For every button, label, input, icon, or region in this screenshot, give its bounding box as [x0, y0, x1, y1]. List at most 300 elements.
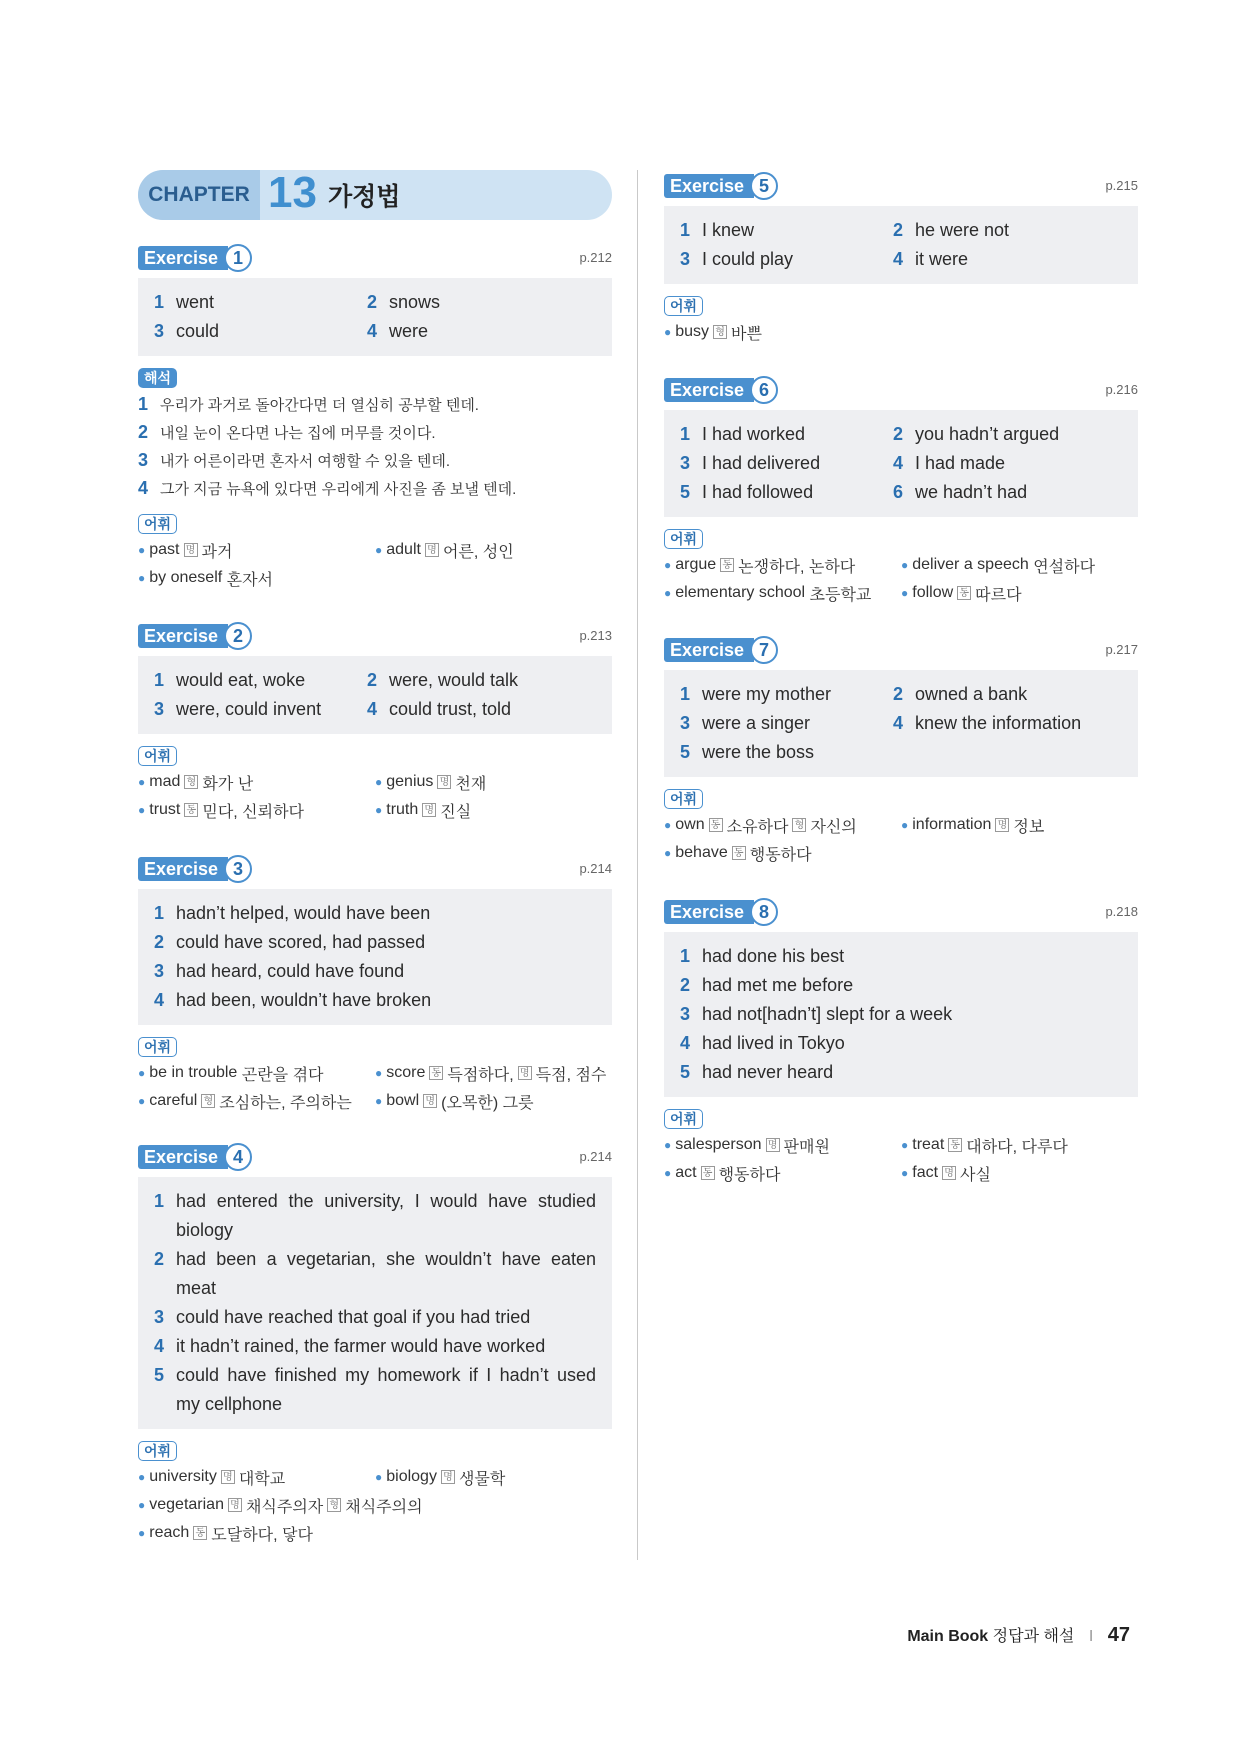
- item-number: 5: [154, 1365, 165, 1385]
- page-reference: p.214: [579, 1149, 612, 1164]
- item-text: 곤란을 겪다: [241, 1066, 324, 1084]
- item-text: I had followed: [702, 482, 814, 502]
- item-text: biology: [386, 1468, 437, 1485]
- answer-box: [138, 278, 612, 356]
- item-text: behave: [675, 844, 728, 861]
- part-of-speech-badge: 동: [193, 1526, 207, 1540]
- vocab-item: [901, 1134, 1068, 1157]
- item-text: had lived in Tokyo: [702, 1033, 845, 1053]
- bullet-icon: ●: [901, 1138, 909, 1152]
- vocab-item: [375, 1090, 534, 1113]
- answer-row: [680, 971, 1122, 1000]
- item-text: I had made: [915, 453, 1006, 473]
- item-text: I could play: [702, 249, 794, 269]
- vocab-item: [138, 567, 375, 590]
- item-number: 1: [680, 424, 691, 444]
- item-text: score: [386, 1064, 426, 1081]
- answer-box: [138, 656, 612, 734]
- vocab-item: [664, 842, 901, 865]
- item-text: could have finished my homework if I hadn’t used my cellphone: [176, 1365, 596, 1414]
- part-of-speech-badge: 형: [327, 1498, 341, 1512]
- bullet-icon: ●: [664, 818, 672, 832]
- vocab-item: [664, 321, 901, 344]
- bullet-icon: ●: [664, 586, 672, 600]
- item-number: 3: [680, 1004, 691, 1024]
- vocab-item: [901, 1162, 991, 1185]
- answer-row: [154, 1245, 596, 1303]
- part-of-speech-badge: 명: [184, 543, 198, 557]
- item-text: it hadn’t rained, the farmer would have worked: [176, 1336, 546, 1356]
- answer-row: [154, 288, 596, 317]
- item-text: 득점하다,: [447, 1066, 514, 1084]
- item-text: 천재: [455, 775, 487, 793]
- page-reference: p.215: [1105, 178, 1138, 193]
- answer-box: [664, 670, 1138, 777]
- vocab-row: [138, 796, 612, 824]
- exercise-7: [664, 636, 1138, 867]
- item-number: 2: [893, 684, 904, 704]
- item-text: reach: [149, 1524, 190, 1541]
- item-number: 1: [680, 684, 691, 704]
- item-number: 3: [138, 449, 149, 470]
- item-number: 3: [154, 699, 165, 719]
- item-text: salesperson: [675, 1136, 762, 1153]
- part-of-speech-badge: 동: [709, 818, 723, 832]
- vocab-item: [375, 1062, 606, 1085]
- item-text: were, could invent: [176, 699, 322, 719]
- item-number: 3: [154, 961, 165, 981]
- item-number: 4: [680, 1033, 691, 1053]
- item-text: argue: [675, 556, 717, 573]
- item-text: information: [912, 816, 992, 833]
- chapter-number: 13: [268, 168, 317, 217]
- vocab-item: [664, 1162, 901, 1185]
- item-number: 2: [893, 424, 904, 444]
- answer-text: snows: [389, 292, 441, 312]
- answer-row: [154, 986, 596, 1015]
- chapter-label: CHAPTER: [138, 170, 260, 220]
- answer-row: [680, 738, 1122, 767]
- part-of-speech-badge: 명: [423, 1094, 437, 1108]
- item-number: 2: [893, 220, 904, 240]
- item-text: 채식주의자: [245, 1498, 324, 1516]
- item-text: be in trouble: [149, 1064, 238, 1081]
- vocab-item: [138, 771, 375, 794]
- answer-box: [138, 889, 612, 1025]
- part-of-speech-badge: 동: [720, 558, 734, 572]
- exercise-4: [138, 1143, 612, 1547]
- item-text: (오목한) 그릇: [441, 1094, 534, 1112]
- item-text: 생물학: [458, 1470, 506, 1488]
- item-text: had been, wouldn’t have broken: [176, 990, 432, 1010]
- item-text: 연설하다: [1033, 558, 1096, 576]
- item-text: we hadn’t had: [915, 482, 1028, 502]
- exercise-label: Exercise: [138, 246, 228, 270]
- item-number: 1: [680, 220, 691, 240]
- item-number: 3: [680, 249, 691, 269]
- bullet-icon: ●: [375, 1066, 383, 1080]
- answer-row: [680, 478, 1122, 507]
- item-text: 소유하다: [726, 818, 789, 836]
- vocab-item: [375, 799, 471, 822]
- item-text: owned a bank: [915, 684, 1028, 704]
- part-of-speech-badge: 명: [995, 818, 1009, 832]
- page-reference: p.213: [579, 628, 612, 643]
- vocab-item: [901, 814, 1044, 837]
- item-text: had done his best: [702, 946, 845, 966]
- item-text: 도달하다, 닿다: [211, 1526, 313, 1544]
- bullet-icon: ●: [138, 1470, 146, 1484]
- page-reference: p.212: [579, 250, 612, 265]
- answer-number: 2: [367, 292, 378, 312]
- translation-row: [138, 390, 612, 418]
- part-of-speech-badge: 명: [228, 1498, 242, 1512]
- item-text: careful: [149, 1092, 198, 1109]
- answer-box: [138, 1177, 612, 1429]
- item-text: 조심하는, 주의하는: [219, 1094, 352, 1112]
- item-number: 5: [680, 1062, 691, 1082]
- bullet-icon: ●: [138, 571, 146, 585]
- vocab-tag: 어휘: [664, 789, 703, 809]
- exercise-header: [138, 622, 612, 650]
- item-number: 4: [893, 249, 904, 269]
- vocab-item: [664, 582, 901, 605]
- answer-box: [664, 206, 1138, 284]
- bullet-icon: ●: [138, 1066, 146, 1080]
- exercise-label: Exercise: [664, 174, 754, 198]
- item-text: 득점, 점수: [535, 1066, 607, 1084]
- answer-row: [154, 666, 596, 695]
- vocab-row: [138, 1463, 612, 1491]
- answer-row: [680, 216, 1122, 245]
- item-text: 판매원: [783, 1138, 830, 1156]
- item-text: had not[hadn’t] slept for a week: [702, 1004, 953, 1024]
- bullet-icon: ●: [138, 1526, 146, 1540]
- item-text: 행동하다: [718, 1166, 781, 1184]
- vocab-row: [138, 768, 612, 796]
- part-of-speech-badge: 명: [422, 803, 436, 817]
- answer-number: 1: [154, 292, 165, 312]
- item-number: 5: [680, 742, 691, 762]
- item-number: 1: [138, 393, 149, 414]
- item-text: had been a vegetarian, she wouldn’t have eaten meat: [176, 1249, 596, 1298]
- exercise-2: [138, 622, 612, 824]
- item-text: truth: [386, 801, 419, 818]
- answer-box: [664, 932, 1138, 1097]
- exercise-header: [664, 898, 1138, 926]
- item-text: 초등학교: [809, 586, 872, 604]
- item-text: past: [149, 541, 180, 558]
- item-text: vegetarian: [149, 1496, 224, 1513]
- exercise-label: Exercise: [664, 378, 754, 402]
- item-text: you hadn’t argued: [915, 424, 1060, 444]
- item-text: would eat, woke: [176, 670, 306, 690]
- exercise-header: [138, 244, 612, 272]
- item-number: 4: [367, 699, 378, 719]
- item-text: fact: [912, 1164, 939, 1181]
- part-of-speech-badge: 동: [701, 1166, 715, 1180]
- footer-subtitle: 정답과 해설: [992, 1628, 1075, 1645]
- bullet-icon: ●: [138, 775, 146, 789]
- part-of-speech-badge: 형: [792, 818, 806, 832]
- exercise-number: 3: [224, 855, 252, 883]
- answer-text: went: [176, 292, 215, 312]
- exercise-header: [664, 376, 1138, 404]
- item-text: it were: [915, 249, 969, 269]
- item-text: follow: [912, 584, 954, 601]
- item-text: trust: [149, 801, 181, 818]
- vocab-item: [375, 771, 486, 794]
- item-number: 4: [154, 1336, 165, 1356]
- part-of-speech-badge: 명: [441, 1470, 455, 1484]
- item-text: genius: [386, 773, 434, 790]
- translation-tag: 해석: [138, 368, 177, 388]
- vocab-item: [138, 799, 375, 822]
- bullet-icon: ●: [664, 846, 672, 860]
- footer-brand: Main Book: [907, 1628, 989, 1645]
- item-number: 2: [154, 932, 165, 952]
- bullet-icon: ●: [901, 558, 909, 572]
- part-of-speech-badge: 명: [942, 1166, 956, 1180]
- vocab-tag: 어휘: [664, 296, 703, 316]
- item-text: I knew: [702, 220, 755, 240]
- bullet-icon: ●: [664, 325, 672, 339]
- vocab-row: [664, 1159, 1138, 1187]
- item-text: he were not: [915, 220, 1010, 240]
- item-text: were, would talk: [389, 670, 519, 690]
- part-of-speech-badge: 형: [713, 325, 727, 339]
- part-of-speech-badge: 형: [184, 775, 198, 789]
- page-reference: p.214: [579, 861, 612, 876]
- item-text: had entered the university, I would have studied biology: [176, 1191, 596, 1240]
- exercise-number: 8: [750, 898, 778, 926]
- answer-row: [680, 1058, 1122, 1087]
- vocab-row: [138, 1059, 612, 1087]
- answer-box: [664, 410, 1138, 517]
- vocab-item: [138, 1522, 313, 1545]
- part-of-speech-badge: 동: [429, 1066, 443, 1080]
- exercise-header: [138, 1143, 612, 1171]
- item-number: 5: [680, 482, 691, 502]
- item-number: 4: [893, 453, 904, 473]
- bullet-icon: ●: [375, 1470, 383, 1484]
- exercise-8: [664, 898, 1138, 1187]
- item-text: busy: [675, 323, 710, 340]
- item-number: 4: [893, 713, 904, 733]
- vocab-tag: 어휘: [138, 746, 177, 766]
- item-text: had never heard: [702, 1062, 834, 1082]
- bullet-icon: ●: [664, 1166, 672, 1180]
- exercise-label: Exercise: [138, 1145, 228, 1169]
- item-number: 2: [680, 975, 691, 995]
- answer-number: 3: [154, 321, 165, 341]
- item-text: 진실: [440, 803, 472, 821]
- vocab-item: [901, 554, 1095, 577]
- footer-separator: I: [1088, 1628, 1094, 1645]
- item-text: 행동하다: [749, 846, 812, 864]
- vocab-tag: 어휘: [664, 529, 703, 549]
- item-text: elementary school: [675, 584, 806, 601]
- exercise-number: 4: [224, 1143, 252, 1171]
- item-number: 2: [138, 421, 149, 442]
- answer-row: [154, 1361, 596, 1419]
- item-text: 우리가 과거로 돌아간다면 더 열심히 공부할 텐데.: [160, 396, 479, 414]
- vocab-row: [138, 536, 612, 564]
- bullet-icon: ●: [901, 818, 909, 832]
- item-number: 1: [154, 1191, 165, 1211]
- item-text: I had worked: [702, 424, 806, 444]
- answer-text: were: [389, 321, 429, 341]
- item-number: 6: [893, 482, 904, 502]
- item-text: knew the information: [915, 713, 1082, 733]
- bullet-icon: ●: [901, 586, 909, 600]
- item-text: mad: [149, 773, 181, 790]
- page-reference: p.218: [1105, 904, 1138, 919]
- item-number: 4: [154, 990, 165, 1010]
- vocab-row: [138, 1491, 612, 1519]
- item-text: 과거: [201, 543, 233, 561]
- answer-row: [680, 1029, 1122, 1058]
- item-text: 내가 어른이라면 혼자서 여행할 수 있을 텐데.: [160, 452, 450, 470]
- vocab-tag: 어휘: [138, 1441, 177, 1461]
- part-of-speech-badge: 동: [184, 803, 198, 817]
- item-text: were my mother: [702, 684, 832, 704]
- vocab-item: [138, 1062, 375, 1085]
- item-text: hadn’t helped, would have been: [176, 903, 431, 923]
- exercise-header: [138, 855, 612, 883]
- vocab-row: [138, 1519, 612, 1547]
- bullet-icon: ●: [375, 803, 383, 817]
- item-text: treat: [912, 1136, 945, 1153]
- column-divider: [637, 170, 638, 1560]
- exercise-1: [138, 244, 612, 592]
- item-text: were a singer: [702, 713, 811, 733]
- item-text: had heard, could have found: [176, 961, 405, 981]
- item-text: 혼자서: [226, 571, 274, 589]
- answer-row: [680, 680, 1122, 709]
- vocab-item: [664, 814, 901, 837]
- part-of-speech-badge: 동: [948, 1138, 962, 1152]
- item-number: 1: [154, 670, 165, 690]
- translation-row: [138, 418, 612, 446]
- vocab-item: [901, 582, 1022, 605]
- page-footer: [907, 1623, 1130, 1647]
- bullet-icon: ●: [138, 1498, 146, 1512]
- item-text: bowl: [386, 1092, 420, 1109]
- vocab-item: [138, 1466, 375, 1489]
- translation-row: [138, 474, 612, 502]
- part-of-speech-badge: 명: [437, 775, 451, 789]
- exercise-6: [664, 376, 1138, 607]
- part-of-speech-badge: 명: [518, 1066, 532, 1080]
- bullet-icon: ●: [375, 543, 383, 557]
- answer-row: [154, 317, 596, 346]
- item-text: 정보: [1013, 818, 1045, 836]
- vocab-row: [664, 1131, 1138, 1159]
- part-of-speech-badge: 명: [221, 1470, 235, 1484]
- item-text: 그가 지금 뉴욕에 있다면 우리에게 사진을 좀 보낼 텐데.: [160, 480, 517, 498]
- part-of-speech-badge: 명: [425, 543, 439, 557]
- item-text: act: [675, 1164, 697, 1181]
- item-number: 4: [138, 477, 149, 498]
- item-text: own: [675, 816, 705, 833]
- item-text: 대학교: [238, 1470, 286, 1488]
- vocab-item: [664, 554, 901, 577]
- item-text: 내일 눈이 온다면 나는 집에 머무를 것이다.: [160, 424, 436, 442]
- exercise-number: 2: [224, 622, 252, 650]
- exercise-label: Exercise: [138, 857, 228, 881]
- bullet-icon: ●: [138, 803, 146, 817]
- exercise-5: [664, 172, 1138, 346]
- answer-row: [680, 709, 1122, 738]
- vocab-tag: 어휘: [664, 1109, 703, 1129]
- item-text: had met me before: [702, 975, 854, 995]
- vocab-tag: 어휘: [138, 514, 177, 534]
- part-of-speech-badge: 형: [201, 1094, 215, 1108]
- item-number: 2: [154, 1249, 165, 1269]
- item-number: 3: [680, 453, 691, 473]
- chapter-title: 가정법: [328, 183, 401, 211]
- part-of-speech-badge: 명: [766, 1138, 780, 1152]
- page-number: 47: [1107, 1624, 1130, 1646]
- vocab-row: [664, 811, 1138, 839]
- item-text: were the boss: [702, 742, 815, 762]
- bullet-icon: ●: [138, 1094, 146, 1108]
- answer-row: [680, 245, 1122, 274]
- item-number: 3: [680, 713, 691, 733]
- exercise-number: 7: [750, 636, 778, 664]
- exercise-label: Exercise: [138, 624, 228, 648]
- translation-row: [138, 446, 612, 474]
- bullet-icon: ●: [138, 543, 146, 557]
- exercise-number: 1: [224, 244, 252, 272]
- bullet-icon: ●: [664, 1138, 672, 1152]
- item-text: could have scored, had passed: [176, 932, 426, 952]
- vocab-row: [664, 839, 1138, 867]
- chapter-banner: [138, 170, 612, 220]
- exercise-3: [138, 855, 612, 1115]
- exercise-header: [664, 172, 1138, 200]
- item-text: 채식주의의: [345, 1498, 423, 1516]
- answer-row: [680, 449, 1122, 478]
- item-text: 믿다, 신뢰하다: [202, 803, 305, 821]
- exercise-number: 6: [750, 376, 778, 404]
- exercise-header: [664, 636, 1138, 664]
- vocab-item: [664, 1134, 901, 1157]
- vocab-row: [664, 551, 1138, 579]
- exercise-number: 5: [750, 172, 778, 200]
- item-text: 바쁜: [731, 325, 762, 343]
- answer-row: [154, 899, 596, 928]
- item-text: university: [149, 1468, 217, 1485]
- answer-row: [154, 695, 596, 724]
- item-text: 논쟁하다, 논하다: [738, 558, 856, 576]
- exercise-label: Exercise: [664, 900, 754, 924]
- item-number: 3: [154, 1307, 165, 1327]
- bullet-icon: ●: [664, 558, 672, 572]
- answer-row: [154, 1332, 596, 1361]
- answer-text: could: [176, 321, 220, 341]
- page-reference: p.217: [1105, 642, 1138, 657]
- item-text: 화가 난: [202, 775, 254, 793]
- part-of-speech-badge: 동: [732, 846, 746, 860]
- answer-row: [680, 1000, 1122, 1029]
- vocab-item: [375, 539, 514, 562]
- answer-row: [154, 957, 596, 986]
- answer-row: [680, 420, 1122, 449]
- item-text: 대하다, 다루다: [966, 1138, 1068, 1156]
- vocab-row: [138, 1087, 612, 1115]
